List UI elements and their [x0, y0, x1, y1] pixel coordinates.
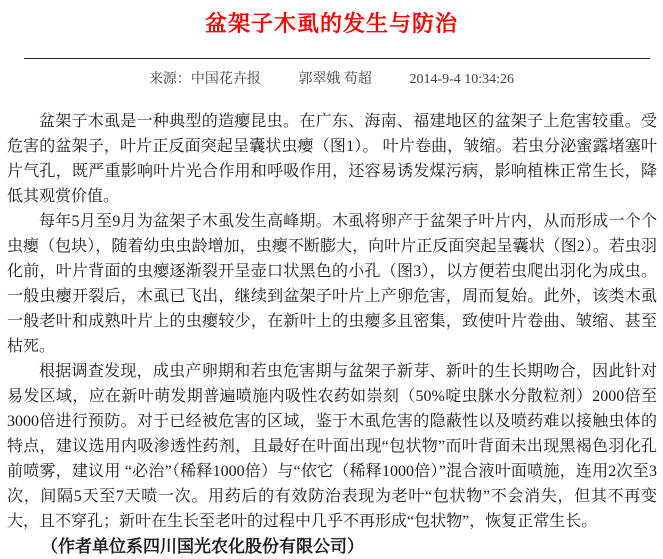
publish-datetime: 2014-9-4 10:34:26 — [409, 72, 515, 87]
body-paragraph-1: 盆架子木虱是一种典型的造瘿昆虫。在广东、海南、福建地区的盆架子上危害较重。受危害的盆架子，叶片正反面突起呈囊状虫瘿（图1）。 叶片卷曲，皱缩。若虫分泌蜜露堵塞叶片气孔，既严重影响叶片光合作用和呼吸作用，还容易诱发煤污病，影响植株正常生长，降低其观赏价值。 — [7, 113, 657, 205]
page-title: 盆架子木虱的发生与防治 — [204, 11, 458, 36]
body-paragraph-2: 每年5月至9月为盆架子木虱发生高峰期。木虱将卵产于盆架子叶片内，从而形成一个个虫瘿（包块），随着幼虫虫龄增加，虫瘿不断膨大，向叶片正反面突起呈囊状（图2）。若虫羽化前，叶片背面的虫瘿逐渐裂开呈壶口状黑色的小孔（图3），以方便若虫爬出羽化为成虫。一般虫瘿开裂后，木虱已飞出，继续到盆架子叶片上产卵危害，周而复始。此外，该类木虱一般老叶和成熟叶片上的虫瘿较少，在新叶上的虫瘿多且密集，致使叶片卷曲、皱缩、甚至枯死。 — [7, 213, 657, 355]
author-affiliation: （作者单位系四川国光农化股份有限公司） — [41, 537, 364, 556]
title-divider — [24, 58, 650, 59]
article-body — [0, 109, 663, 559]
article-meta — [0, 68, 663, 88]
source-label: 来源：中国花卉报 — [148, 72, 261, 87]
author-names: 郭翠娥 苟超 — [298, 72, 372, 87]
body-paragraph-3: 根据调查发现，成虫产卵期和若虫危害期与盆架子新芽、新叶的生长期吻合，因此针对易发区域，应在新叶萌发期普遍喷施内吸性农药如崇刻（50%啶虫脒水分散粒剂）2000倍至3000倍进行预防。对于已经被危害的区域，鉴于木虱危害的隐蔽性以及喷药难以接触虫体的特点，建议选用内吸渗透性药剂，且最好在叶面出现“包状物”而叶背面未出现黑褐色羽化孔前喷雾，建议用 “必治”（稀释1000倍）与“依它（稀释1000倍）”混合液叶面喷施，连用2次至3次，间隔5天至7天喷一次。用药后的有效防治表现为老叶“包状物”不会消失，但其不再变大，且不穿孔；新叶在生长至老叶的过程中几乎不再形成“包状物”，恢复正常生长。 — [7, 363, 657, 530]
